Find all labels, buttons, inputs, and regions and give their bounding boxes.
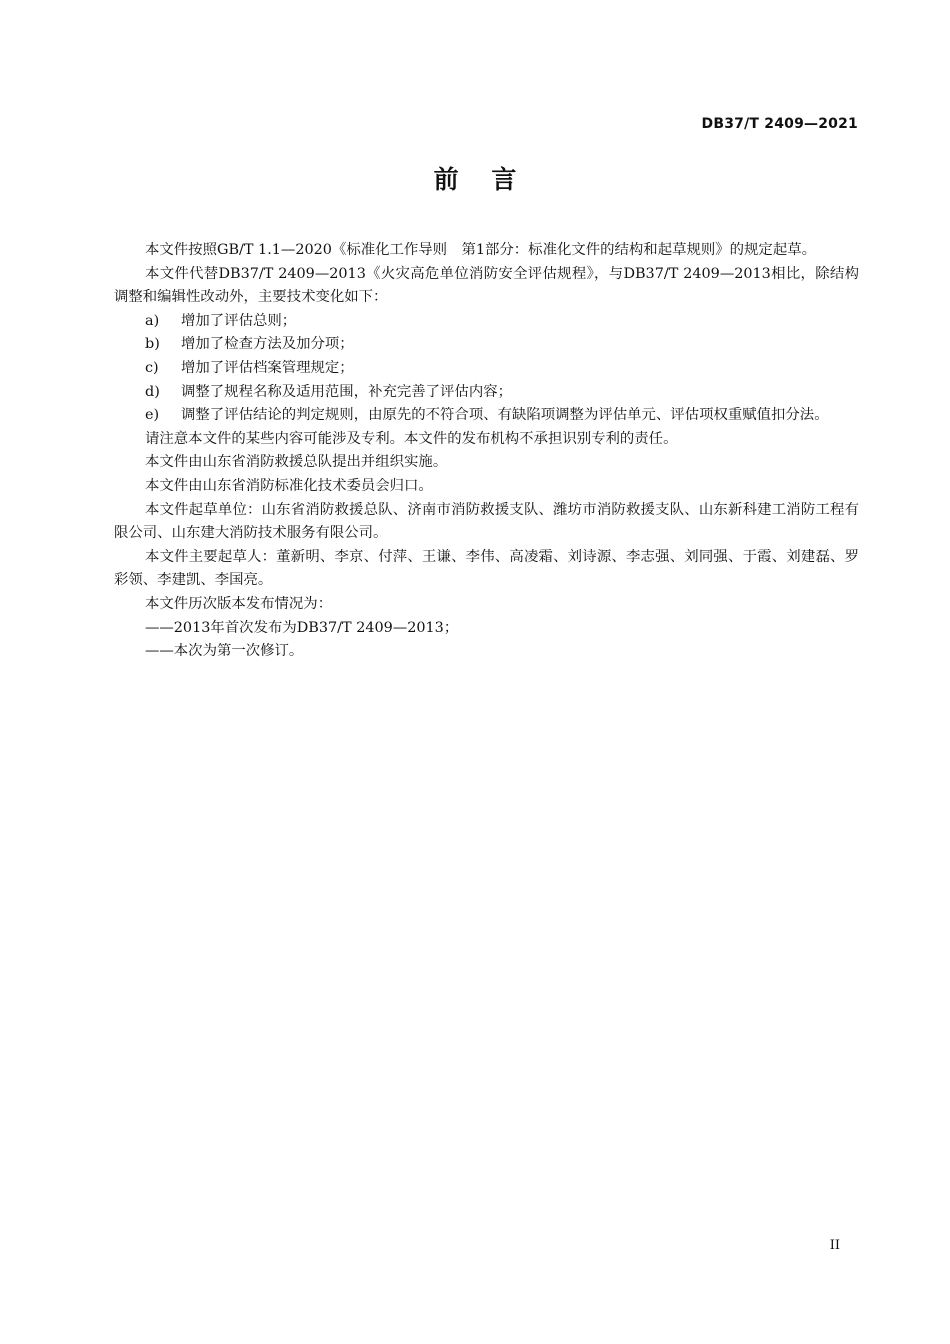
foreword-body <box>114 239 859 664</box>
list-text: 增加了评估总则； <box>181 312 297 329</box>
list-marker: a) <box>145 312 160 329</box>
history-intro: 本文件历次版本发布情况为： <box>145 595 333 612</box>
patent-notice: 请注意本文件的某些内容可能涉及专利。本文件的发布机构不承担识别专利的责任。 <box>145 430 678 447</box>
replacement-paragraph: 本文件代替DB37/T 2409—2013《火灾高危单位消防安全评估规程》，与DB37/T 2409—2013相比，除结构调整和编辑性改动外，主要技术变化如下： <box>114 265 859 306</box>
page-number: II <box>829 1238 840 1253</box>
list-item <box>114 310 859 334</box>
centralized-paragraph: 本文件由山东省消防标准化技术委员会归口。 <box>145 477 433 494</box>
list-item <box>114 357 859 381</box>
list-marker: c) <box>145 359 159 376</box>
technical-changes-list <box>114 310 859 428</box>
list-text: 增加了评估档案管理规定； <box>181 359 354 376</box>
list-marker: d) <box>145 383 160 400</box>
list-item <box>114 404 859 428</box>
history-item: ——本次为第一次修订。 <box>145 643 304 660</box>
proposer-paragraph: 本文件由山东省消防救援总队提出并组织实施。 <box>145 454 448 471</box>
drafters-paragraph: 本文件主要起草人：董新明、李京、付萍、王谦、李伟、高凌霜、刘诗源、李志强、刘同强、于霞、刘建磊、罗彩领、李建凯、李国亮。 <box>114 548 859 589</box>
list-text: 增加了检查方法及加分项； <box>181 336 354 353</box>
drafting-units-paragraph: 本文件起草单位：山东省消防救援总队、济南市消防救援支队、潍坊市消防救援支队、山东新科建工消防工程有限公司、山东建大消防技术服务有限公司。 <box>114 501 859 542</box>
list-item <box>114 333 859 357</box>
drafting-rule-paragraph: 本文件按照GB/T 1.1—2020《标准化工作导则 第1部分：标准化文件的结构和起草规则》的规定起草。 <box>145 242 816 258</box>
list-item <box>114 381 859 405</box>
history-item: ——2013年首次发布为DB37/T 2409—2013； <box>145 619 459 636</box>
list-text: 调整了规程名称及适用范围，补充完善了评估内容； <box>181 383 512 400</box>
title-char-1: 前 <box>433 165 459 194</box>
list-marker: b) <box>145 336 160 353</box>
title-char-2: 言 <box>491 165 517 194</box>
list-marker: e) <box>145 407 160 424</box>
page-title <box>0 160 950 196</box>
document-code: DB37/T 2409—2021 <box>701 116 858 132</box>
list-text: 调整了评估结论的判定规则，由原先的不符合项、有缺陷项调整为评估单元、评估项权重赋值扣分法。 <box>181 407 829 424</box>
